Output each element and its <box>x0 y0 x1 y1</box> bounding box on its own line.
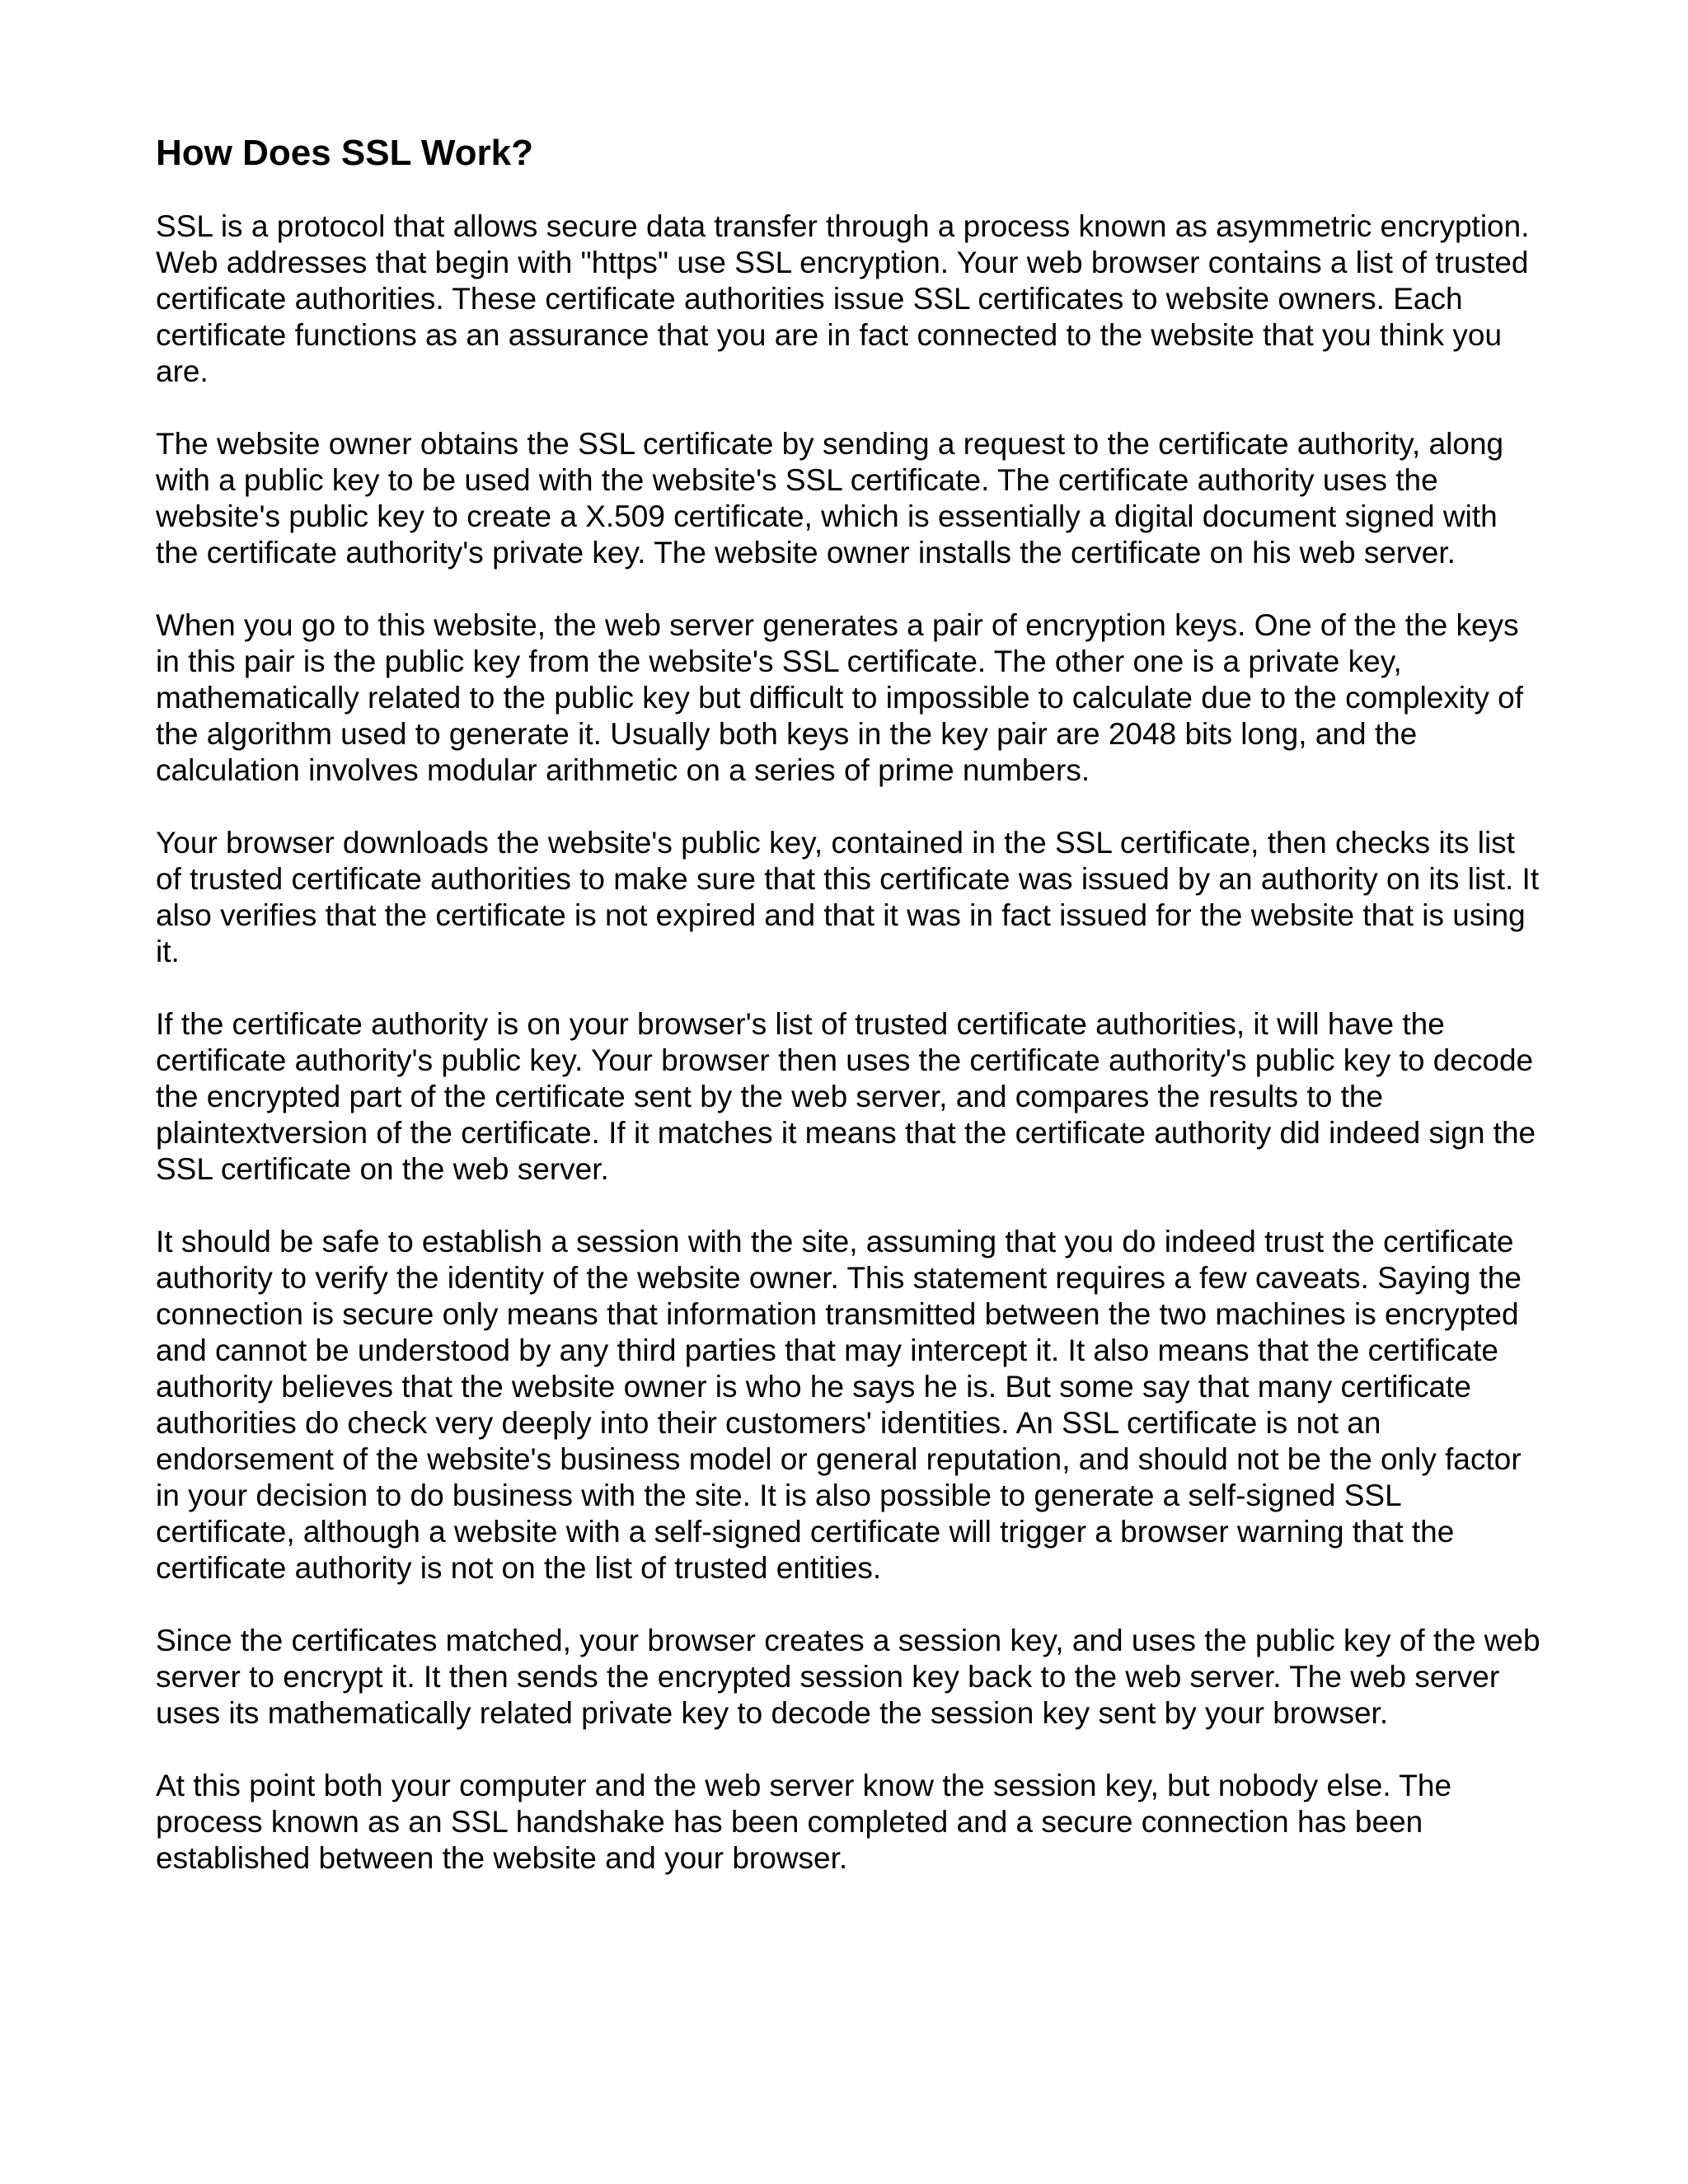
paragraph-trusted-authority: If the certificate authority is on your browser's list of trusted certificate authorities, it will have the certificate authority's public key. Your browser then uses the certificate authority's public key to decode the encrypted part of the certificate sent by the web server, and compares the results to the plaintextversion of the certificate. If it matches it means that the certificate authority did indeed sign the SSL certificate on the web server. <box>156 1006 1536 1186</box>
paragraph-handshake-complete: At this point both your computer and the web server know the session key, but nobody else. The process known as an SSL handshake has been completed and a secure connection has been established between the website and your browser. <box>156 1768 1452 1875</box>
document-body <box>156 132 1540 1877</box>
paragraph-key-pair: When you go to this website, the web server generates a pair of encryption keys. One of the the keys in this pair is the public key from the website's SSL certificate. The other one is a private key, mathematically related to the public key but difficult to impossible to calculate due to the complexity of the algorithm used to generate it. Usually both keys in the key pair are 2048 bits long, and the calculation involves modular arithmetic on a series of prime numbers. <box>156 607 1524 787</box>
paragraph-intro: SSL is a protocol that allows secure data transfer through a process known as asymmetric encryption. Web addresses that begin with "https" use SSL encryption. Your web browser contains a list of trusted certificate authorities. These certificate authorities issue SSL certificates to website owners. Each certificate functions as an assurance that you are in fact connected to the website that you think you are. <box>156 209 1530 388</box>
document-title: How Does SSL Work? <box>156 133 534 173</box>
paragraph-session-safety: It should be safe to establish a session with the site, assuming that you do indeed trust the certificate authority to verify the identity of the website owner. This statement requires a few caveats. Saying the connection is secure only means that information transmitted between the two machines is encrypted and cannot be understood by any third parties that may intercept it. It also means that the certificate authority believes that the website owner is who he says he is. But some say that many certificate authorities do check very deeply into their customers' identities. An SSL certificate is not an endorsement of the website's business model or general reputation, and should not be the only factor in your decision to do business with the site. It is also possible to generate a self-signed SSL certificate, although a website with a self-signed certificate will trigger a browser warning that the certificate authority is not on the list of trusted entities. <box>156 1224 1522 1585</box>
paragraph-browser-verification: Your browser downloads the website's public key, contained in the SSL certificate, then checks its list of trusted certificate authorities to make sure that this certificate was issued by an authority on its list. It also verifies that the certificate is not expired and that it was in fact issued for the website that is using it. <box>156 825 1540 968</box>
paragraph-session-key: Since the certificates matched, your browser creates a session key, and uses the public key of the web server to encrypt it. It then sends the encrypted session key back to the web server. The web server uses its mathematically related private key to decode the session key sent by your browser. <box>156 1623 1540 1730</box>
paragraph-certificate-request: The website owner obtains the SSL certificate by sending a request to the certificate authority, along with a public key to be used with the website's SSL certificate. The certificate authority uses the website's public key to create a X.509 certificate, which is essentially a digital document signed with the certificate authority's private key. The website owner installs the certificate on his web server. <box>156 426 1504 569</box>
